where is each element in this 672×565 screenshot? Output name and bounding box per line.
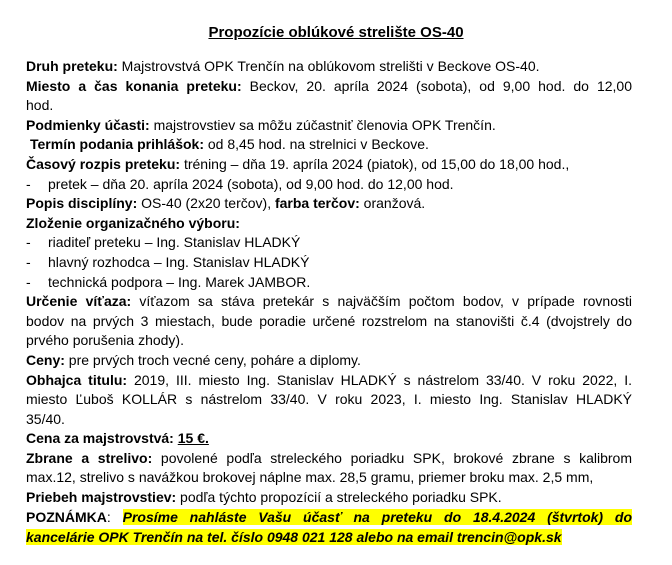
document-body bbox=[26, 57, 632, 548]
list-item: - riaditeľ preteku – Ing. Stanislav HLADKÝ bbox=[26, 234, 301, 251]
zbrane-line-2: max.12, strelivo s navážkou brokovej náplne max. 28,5 gramu, priemer broku max. 2,5 mm, bbox=[26, 469, 594, 486]
urcenie-line: Určenie víťaza: víťazom sa stáva pretekár s najväčším počtom bodov, v prípade rovnosti bbox=[26, 293, 632, 310]
obhajca-line: Obhajca titulu: 2019, III. miesto Ing. Stanislav HLADKÝ s nástrelom 33/40. V roku 2022, I. bbox=[26, 371, 632, 388]
rozpis-line: Časový rozpis preteku: tréning – dňa 19. apríla 2024 (piatok), od 15,00 do 18,00 hod., bbox=[26, 155, 570, 172]
druh-line: Druh preteku: Majstrovstvá OPK Trenčín na oblúkovom strelišti v Beckove OS-40. bbox=[26, 58, 540, 74]
obhajca-line-2: miesto Ľuboš KOLLÁR s nástrelom 33/40. V roku 2023, I. miesto Ing. Stanislav HLADKÝ bbox=[26, 391, 632, 408]
zbrane-line: Zbrane a strelivo: povolené podľa streleckého poriadku SPK, brokové zbrane s kalibrom bbox=[26, 449, 633, 466]
rozpis-item: - pretek – dňa 20. apríla 2024 (sobota), od 9,00 hod. do 12,00 hod. bbox=[26, 175, 454, 192]
urcenie-line-2: bodov na prvých 3 miestach, bude poradie určené rozstrelom na stanovišti č.4 (dvojstrely do bbox=[26, 312, 632, 329]
urcenie-line-3: prvého porušenia zhody). bbox=[26, 332, 184, 349]
podmienky-line: Podmienky účasti: majstrovstiev sa môžu zúčastniť členovia OPK Trenčín. bbox=[26, 116, 496, 133]
poznamka-line: POZNÁMKA: Prosíme nahláste Vašu účasť na preteku do 18.4.2024 (štvrtok) do bbox=[26, 508, 632, 525]
document-title: Propozície oblúkové strelište OS-40 bbox=[208, 24, 464, 41]
obhajca-line-3: 35/40. bbox=[26, 410, 65, 427]
miesto-line-2: hod. bbox=[26, 97, 54, 114]
popis-line: Popis disciplíny: OS-40 (2x20 terčov), farba terčov: oranžová. bbox=[26, 195, 426, 212]
priebeh-line: Priebeh majstrovstiev: podľa týchto propozícií a streleckého poriadku SPK. bbox=[26, 489, 502, 506]
poznamka-line-2 bbox=[26, 528, 632, 548]
miesto-line: Miesto a čas konania preteku: Beckov, 20. apríla 2024 (sobota), od 9,00 hod. do 12,00 bbox=[26, 77, 632, 94]
highlighted-note: Prosíme nahláste Vašu účasť na preteku do 18.4.2024 (štvrtok) do bbox=[122, 508, 632, 525]
cena-line: Cena za majstrovstvá: 15 €. bbox=[26, 430, 209, 447]
ceny-line: Ceny: pre prvých troch vecné ceny, poháre a diplomy. bbox=[26, 351, 361, 368]
price-value: 15 €. bbox=[177, 430, 209, 447]
list-item: - technická podpora – Ing. Marek JAMBOR. bbox=[26, 273, 311, 290]
zlozenie-heading: Zloženie organizačného výboru: bbox=[26, 214, 240, 231]
list-item: - hlavný rozhodca – Ing. Stanislav HLADKÝ bbox=[26, 253, 310, 270]
highlighted-note: kancelárie OPK Trenčín na tel. číslo 0948 021 128 alebo na email trencin@opk.sk bbox=[26, 529, 562, 546]
termin-line: Termín podania prihlášok: od 8,45 hod. na strelnici v Beckove. bbox=[30, 136, 429, 153]
